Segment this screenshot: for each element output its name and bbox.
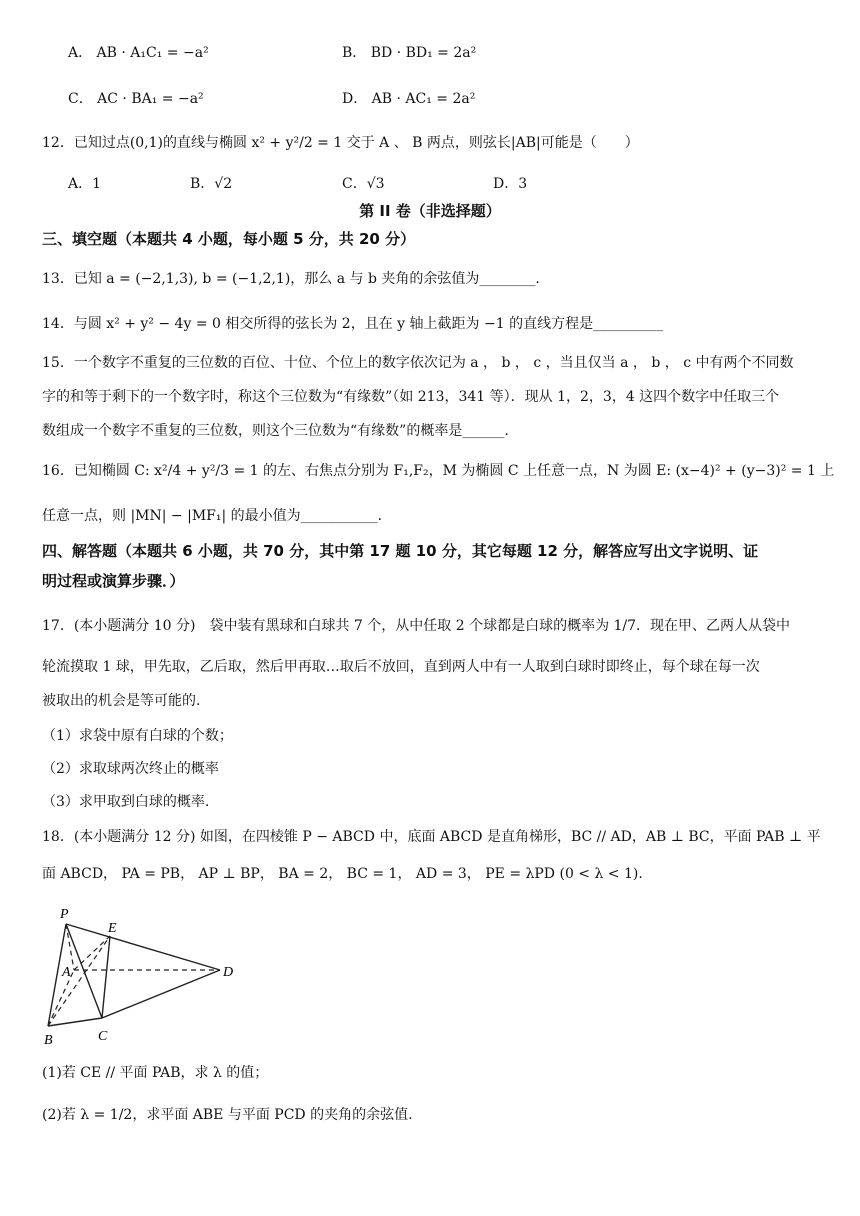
q12-stem: 12．已知过点(0,1)的直线与椭圆 x² + y²/2 = 1 交于 A 、 B 两点，则弦长|AB|可能是（ ） [42, 135, 639, 151]
q17-part2: （2）求取球两次终止的概率 [42, 761, 219, 777]
q11-option-c: C． AC · BA₁ = −a² [68, 91, 204, 107]
label-a: A [62, 965, 71, 980]
q18-part2: (2)若 λ = 1/2，求平面 ABE 与平面 PCD 的夹角的余弦值. [42, 1107, 413, 1123]
q12-option-a: A．1 [68, 176, 102, 192]
q17-part1: （1）求袋中原有白球的个数； [42, 728, 233, 744]
part2-title: 第 II 卷（非选择题） [359, 202, 501, 220]
section4-title-line1: 四、解答题（本题共 6 小题，共 70 分，其中第 17 题 10 分，其它每题 12 分，解答应写出文字说明、证 [42, 542, 759, 560]
q16-line1: 16．已知椭圆 C: x²/4 + y²/3 = 1 的左、右焦点分别为 F₁,F₂，M 为椭圆 C 上任意一点，N 为圆 E: (x−4)² + (y−3)² = 1 上 [42, 463, 835, 479]
section4-title-line2: 明过程或演算步骤．） [42, 572, 185, 590]
q11-option-d: D． AB · AC₁ = 2a² [342, 91, 476, 107]
q16-line2: 任意一点，则 |MN| − |MF₁| 的最小值为___________. [42, 508, 383, 524]
q15-line2: 字的和等于剩下的一个数字时，称这个三位数为“有缘数”（如 213，341 等）．现从 1，2，3，4 这四个数字中任取三个 [42, 389, 780, 405]
q17-part3: （3）求甲取到白球的概率. [42, 794, 210, 810]
q14: 14．与圆 x² + y² − 4y = 0 相交所得的弦长为 2，且在 y 轴上截距为 −1 的直线方程是__________ [42, 316, 664, 332]
q12-option-c: C．√3 [342, 176, 385, 192]
q17-line1: 17．(本小题满分 10 分) 袋中装有黑球和白球共 7 个，从中任取 2 个球都是白球的概率为 1/7．现在甲、乙两人从袋中 [42, 618, 791, 634]
q11-option-b: B． BD · BD₁ = 2a² [342, 45, 477, 61]
section3-title: 三、填空题（本题共 4 小题，每小题 5 分，共 20 分） [42, 230, 416, 248]
pyramid-figure [40, 898, 250, 1048]
q11-option-a: A． AB · A₁C₁ = −a² [68, 45, 209, 61]
q13: 13．已知 a = (−2,1,3), b = (−1,2,1)，那么 a 与 b 夹角的余弦值为________. [42, 271, 540, 287]
q12-option-d: D．3 [493, 176, 528, 192]
q15-line1: 15．一个数字不重复的三位数的百位、十位、个位上的数字依次记为 a ， b ， c ，当且仅当 a ， b ， c 中有两个不同数 [42, 355, 794, 371]
label-e: E [108, 921, 117, 936]
q17-line3: 被取出的机会是等可能的. [42, 693, 201, 709]
label-p: P [60, 907, 69, 922]
q17-line2: 轮流摸取 1 球，甲先取，乙后取，然后甲再取…取后不放回，直到两人中有一人取到白球时即终止，每个球在每一次 [42, 659, 760, 675]
label-d: D [223, 965, 234, 980]
label-b: B [44, 1033, 53, 1048]
q12-option-b: B．√2 [190, 176, 233, 192]
q18-line2: 面 ABCD， PA = PB， AP ⊥ BP， BA = 2， BC = 1， AD = 3， PE = λPD (0 < λ < 1). [42, 866, 643, 882]
label-c: C [98, 1029, 108, 1044]
q15-line3: 数组成一个数字不重复的三位数，则这个三位数为“有缘数”的概率是______. [42, 423, 509, 439]
q18-part1: (1)若 CE // 平面 PAB，求 λ 的值； [42, 1065, 269, 1081]
q18-line1: 18．(本小题满分 12 分) 如图，在四棱锥 P − ABCD 中，底面 ABCD 是直角梯形，BC // AD，AB ⊥ BC，平面 PAB ⊥ 平 [42, 829, 821, 845]
